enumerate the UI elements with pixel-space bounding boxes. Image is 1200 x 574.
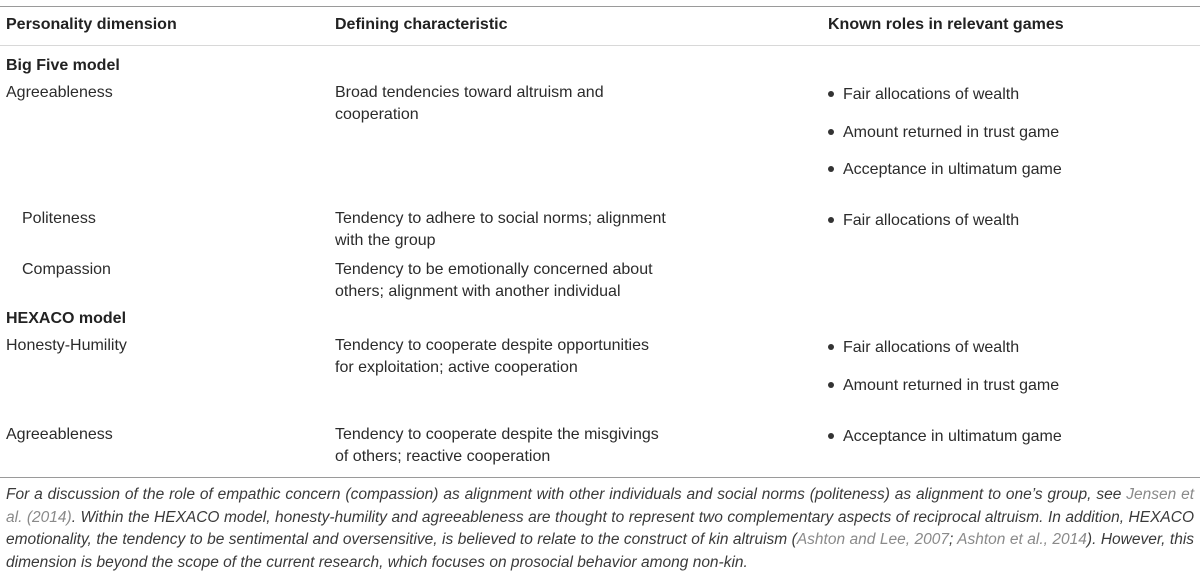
header-known-roles: Known roles in relevant games	[828, 16, 1064, 33]
characteristic-line: Broad tendencies toward altruism and	[335, 84, 604, 101]
role-text: Fair allocations of wealth	[843, 212, 1020, 229]
role-text: Amount returned in trust game	[843, 124, 1060, 141]
section-title-big-five: Big Five model	[6, 57, 120, 74]
dimension-compassion: Compassion	[22, 261, 111, 278]
characteristic-line: Tendency to cooperate despite opportunities	[335, 337, 649, 354]
characteristic-line: with the group	[335, 232, 436, 249]
role-list-item	[828, 124, 1059, 142]
role-text: Fair allocations of wealth	[843, 86, 1020, 103]
citation-link[interactable]: Ashton and Lee, 2007	[796, 531, 949, 548]
citation-link[interactable]: Ashton et al., 2014	[957, 531, 1087, 548]
characteristic-line: of others; reactive cooperation	[335, 448, 551, 465]
role-text: Amount returned in trust game	[843, 377, 1060, 394]
top-rule	[0, 6, 1200, 7]
dimension-honesty-humility: Honesty-Humility	[6, 337, 127, 354]
footnote-text: . Within the HEXACO model, honesty-humility and agreeableness are thought to represent two complementary aspects of reciprocal altruism. In addition, HEXACO emotionality, the tendency to be sentimental and oversensitive, is believed to relate to the construct of kin altruism (	[6, 508, 1195, 548]
bullet-icon	[828, 217, 834, 223]
footnote-text: ). However, this dimension is beyond the scope of the current research, which focuses on prosocial behavior among non-kin.	[6, 531, 1195, 571]
characteristic-line: Tendency to cooperate despite the misgivings	[335, 426, 659, 443]
header-personality-dimension: Personality dimension	[6, 16, 177, 33]
role-text: Acceptance in ultimatum game	[843, 428, 1062, 445]
section-title-hexaco: HEXACO model	[6, 310, 127, 327]
header-rule	[0, 45, 1200, 46]
bullet-icon	[828, 91, 834, 97]
role-list-item	[828, 212, 1019, 230]
citation-link[interactable]: Jensen et al. (2014)	[6, 486, 1195, 526]
role-list-item	[828, 377, 1059, 395]
dimension-agreeableness-hexaco: Agreeableness	[6, 426, 113, 443]
footnote-separator: ;	[948, 531, 958, 548]
bullet-icon	[828, 433, 834, 439]
characteristic-honesty-humility	[335, 335, 675, 379]
footnote-text: For a discussion of the role of empathic concern (compassion) as alignment with other individuals and social norms (politeness) as alignment to one’s group, see	[6, 486, 1127, 503]
role-list-item	[828, 161, 1062, 179]
characteristic-politeness	[335, 208, 675, 252]
characteristic-agreeableness-hexaco	[335, 424, 675, 468]
characteristic-line: Tendency to be emotionally concerned about	[335, 261, 653, 278]
role-list-item	[828, 428, 1062, 446]
bullet-icon	[828, 382, 834, 388]
bottom-rule	[0, 477, 1200, 478]
characteristic-line: Tendency to adhere to social norms; alignment	[335, 210, 666, 227]
characteristic-agreeableness-bigfive	[335, 82, 675, 126]
role-text: Acceptance in ultimatum game	[843, 161, 1062, 178]
bullet-icon	[828, 166, 834, 172]
characteristic-line: others; alignment with another individual	[335, 283, 621, 300]
dimension-politeness: Politeness	[22, 210, 96, 227]
header-defining-characteristic: Defining characteristic	[335, 16, 508, 33]
characteristic-compassion	[335, 259, 675, 303]
bullet-icon	[828, 344, 834, 350]
dimension-agreeableness-bigfive: Agreeableness	[6, 84, 113, 101]
characteristic-line: cooperation	[335, 106, 419, 123]
role-list-item	[828, 339, 1019, 357]
role-text: Fair allocations of wealth	[843, 339, 1020, 356]
table-footnote	[6, 484, 1194, 574]
bullet-icon	[828, 129, 834, 135]
role-list-item	[828, 86, 1019, 104]
characteristic-line: for exploitation; active cooperation	[335, 359, 578, 376]
